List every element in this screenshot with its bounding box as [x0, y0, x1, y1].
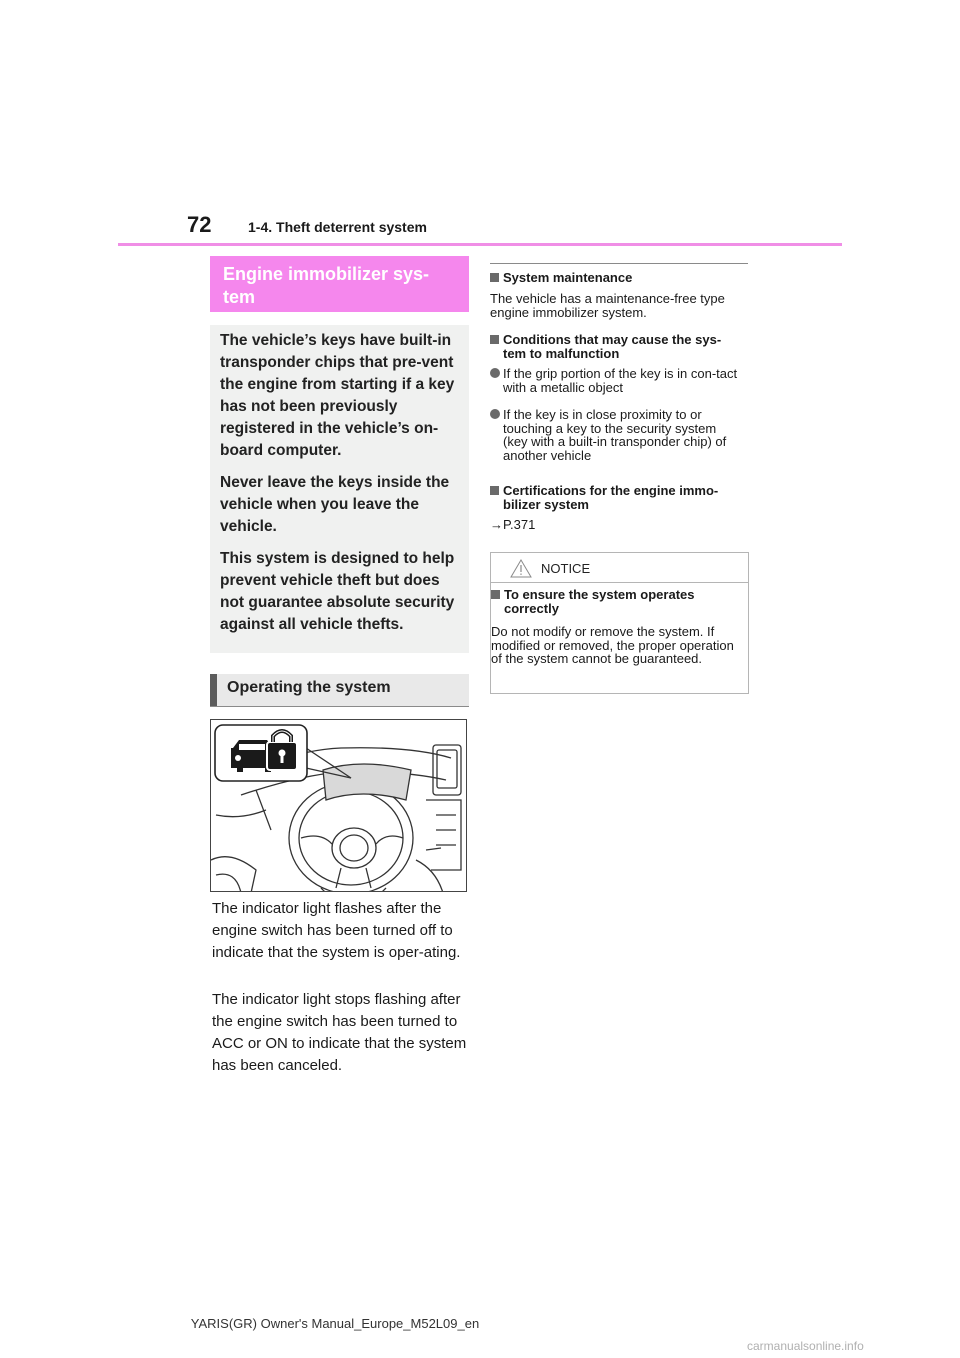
maintenance-heading-text: System maintenance	[503, 270, 633, 285]
malfunction-heading	[490, 333, 752, 360]
steering-wheel-illustration	[211, 720, 467, 892]
maintenance-heading	[490, 271, 752, 285]
square-bullet-icon	[491, 590, 500, 599]
certification-reference-link[interactable]: →P.371	[490, 517, 536, 532]
notice-subheading-text: To ensure the system operates correctly	[504, 587, 695, 616]
intro-box	[210, 325, 469, 653]
certification-heading-text: Certifications for the engine immo-bilizer system	[503, 483, 719, 512]
malfunction-item-text: If the key is in close proximity to or touching a key to the security system (key with a built-in transponder chip) of another vehicle	[503, 407, 727, 463]
engine-immobilizer-heading	[210, 256, 469, 312]
intro-paragraph: This system is designed to help prevent vehicle theft but does not guarantee absolute security against all vehicle thefts.	[220, 550, 455, 633]
maintenance-text: The vehicle has a maintenance-free type engine immobilizer system.	[490, 291, 725, 320]
malfunction-heading-text: Conditions that may cause the sys-tem to malfunction	[503, 332, 722, 361]
notice-text: Do not modify or remove the system. If modified or removed, the proper operation of the system cannot be guaranteed.	[491, 624, 734, 666]
notice-label: NOTICE	[541, 561, 591, 576]
intro-paragraph: Never leave the keys inside the vehicle when you leave the vehicle.	[220, 474, 450, 535]
notice-header	[491, 553, 748, 583]
bullet-dot-icon	[490, 368, 500, 378]
intro-paragraph: The vehicle’s keys have built-in transponder chips that pre-vent the engine from starting if a key has not been previously registered in the vehicle’s on-board computer.	[220, 332, 455, 459]
square-bullet-icon	[490, 486, 499, 495]
notice-box	[490, 552, 749, 694]
manual-id-footer: YARIS(GR) Owner's Manual_Europe_M52L09_en	[190, 1316, 480, 1331]
right-column-divider	[490, 263, 748, 264]
body-paragraph: The indicator light flashes after the engine switch has been turned off to indicate that the system is oper-ating.	[212, 900, 461, 961]
operating-heading-underline	[210, 706, 469, 707]
malfunction-item-text: If the grip portion of the key is in con-tact with a metallic object	[503, 366, 738, 395]
page-number: 72	[187, 212, 212, 237]
malfunction-item	[490, 408, 752, 462]
square-bullet-icon	[490, 273, 499, 282]
warning-triangle-icon	[510, 559, 532, 578]
header-divider	[118, 243, 842, 246]
dashboard-illustration	[210, 719, 467, 892]
malfunction-item	[490, 367, 752, 394]
certification-heading	[490, 484, 752, 511]
section-title: 1-4. Theft deterrent system	[248, 219, 427, 235]
engine-immobilizer-heading-text: Engine immobilizer sys- tem	[223, 264, 430, 307]
operating-heading: Operating the system	[210, 674, 469, 706]
bullet-dot-icon	[490, 409, 500, 419]
body-paragraph: The indicator light stops flashing after the engine switch has been turned to ACC or ON to indicate that the system has been canceled.	[212, 991, 467, 1074]
site-watermark: carmanualsonline.info	[747, 1339, 864, 1353]
square-bullet-icon	[490, 335, 499, 344]
notice-subheading	[491, 588, 741, 615]
